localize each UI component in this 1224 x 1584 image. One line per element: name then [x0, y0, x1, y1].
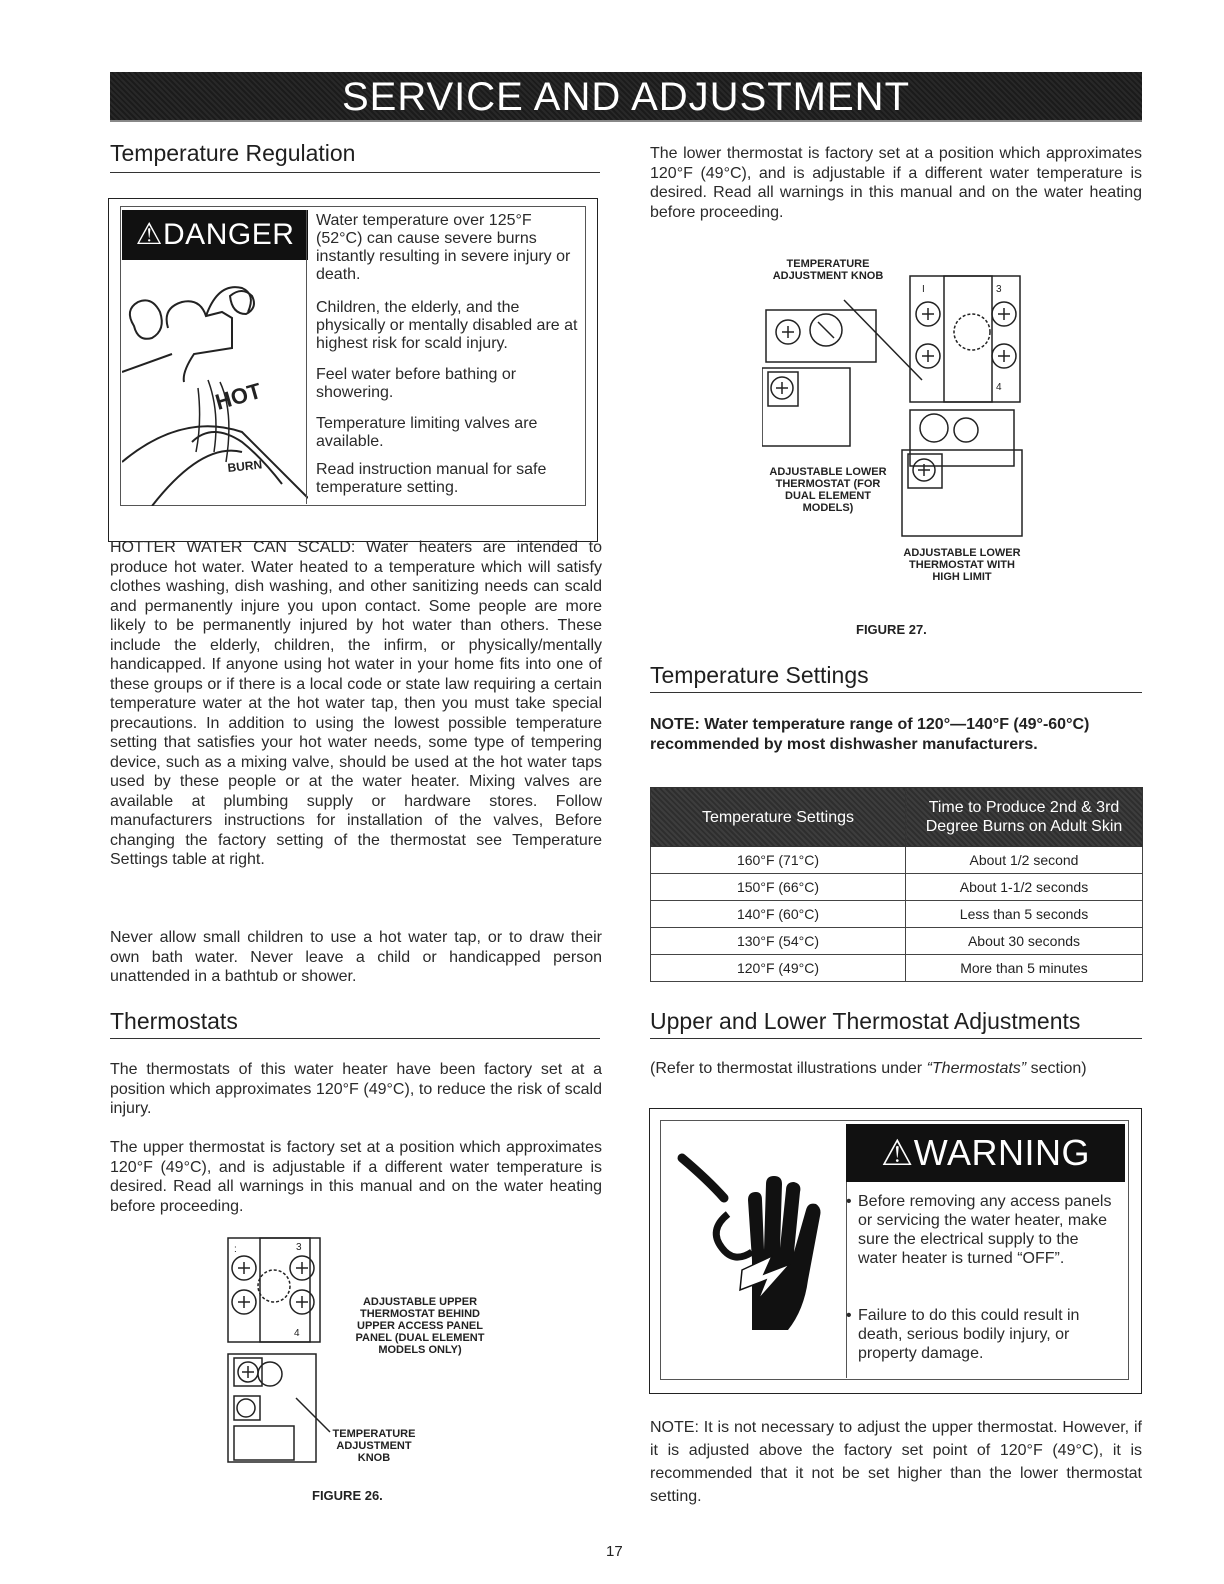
- high-limit-label: ADJUSTABLE LOWER THERMOSTAT WITH HIGH LIMIT: [903, 547, 1021, 583]
- page-banner: [110, 72, 1142, 120]
- temperature-settings-table: [650, 787, 1143, 982]
- table-cell: 160°F (71°C): [651, 847, 906, 874]
- warning-item: [846, 1192, 1114, 1268]
- heading-temperature-regulation: Temperature Regulation: [110, 140, 356, 166]
- burn-image-text: BURN: [226, 457, 263, 475]
- warning-item-text: Before removing any access panels or servicing the water heater, make sure the electrical supply to the water heater is turned “OFF”.: [858, 1193, 1112, 1267]
- knob-label-fig26: TEMPERATURE ADJUSTMENT KNOB: [332, 1428, 416, 1464]
- heading-rule: [110, 172, 600, 173]
- table-header-cell: Time to Produce 2nd & 3rd Degree Burns on Adult Skin: [906, 788, 1143, 847]
- svg-text:3: 3: [296, 1242, 302, 1253]
- bullet-icon: •: [846, 1307, 852, 1324]
- electric-shock-icon: [668, 1140, 838, 1340]
- table-cell: More than 5 minutes: [906, 955, 1143, 982]
- heading-rule: [650, 692, 1142, 693]
- danger-item: Water temperature over 125°F (52°C) can cause severe burns instantly resulting in severe injury or death.: [316, 212, 571, 283]
- danger-item: Temperature limiting valves are available.: [316, 415, 538, 450]
- refer-end: section): [1026, 1060, 1087, 1077]
- table-cell: About 30 seconds: [906, 928, 1143, 955]
- table-cell: 130°F (54°C): [651, 928, 906, 955]
- adjustment-note: NOTE: It is not necessary to adjust the upper thermostat. However, if it is adjusted above the factory set point of 120°F (49°C), it is recommended that it not be set higher than the lower thermostat setting.: [650, 1419, 1142, 1505]
- danger-badge: ⚠DANGER: [122, 210, 308, 260]
- scald-hand-illustration: [122, 262, 308, 506]
- table-cell: 120°F (49°C): [651, 955, 906, 982]
- danger-item: Feel water before bathing or showering.: [316, 366, 517, 401]
- table-header-cell: Temperature Settings: [651, 788, 906, 847]
- danger-item: Read instruction manual for safe temperature setting.: [316, 461, 547, 496]
- figure-27-caption: FIGURE 27.: [856, 622, 927, 637]
- svg-text:4: 4: [996, 382, 1002, 393]
- scald-paragraph: HOTTER WATER CAN SCALD: Water heaters are intended to produce hot water. Water heated to a temperature which will satisfy clothes washing, dish washing, and other sanitizing needs can scald and permanently injure you upon contact. Some people are more likely to be permanently injured by hot water than others. These include the elderly, children, the infirm, or physically/mentally handicapped. If anyone using hot water in your home fits into one of these groups or if there is a local code or state law requiring a certain temperature water at the hot water tap, then you must take special precautions. In addition to using the lowest possible temperature setting that satisfies your hot water needs, some type of tempering device, such as a mixing valve, should be used at the hot water taps used by these people or at the water heater. Mixing valves are available at plumbing supply or hardware stores. Follow manufacturers instructions for installation of the valves, Before changing the factory setting of the thermostat see Temperature Settings table at right.: [110, 539, 602, 868]
- dishwasher-note: NOTE: Water temperature range of 120°—140°F (49°-60°C) recommended by most dishwasher manufacturers.: [650, 716, 1090, 753]
- warning-badge: ⚠WARNING: [846, 1124, 1125, 1182]
- table-header-row: [651, 788, 1143, 847]
- figure-26-caption: FIGURE 26.: [312, 1488, 383, 1503]
- thermostats-paragraph-1: The thermostats of this water heater have been factory set at a position which approximates 120°F (49°C), to reduce the risk of scald injury.: [110, 1061, 602, 1117]
- warning-divider: [846, 1182, 847, 1378]
- svg-text:3: 3: [996, 284, 1002, 295]
- danger-item: Children, the elderly, and the physically or mentally disabled are at highest risk for scald injury.: [316, 299, 578, 352]
- lower-thermostat-paragraph: The lower thermostat is factory set at a position which approximates 120°F (49°C), and is adjustable if a different water temperature is desired. Read all warnings in this manual and on the water heating before proceeding.: [650, 145, 1142, 221]
- svg-text::: :: [234, 1244, 237, 1255]
- thermostats-paragraph-2: The upper thermostat is factory set at a position which approximates 120°F (49°C), and is adjustable if a different water temperature is desired. Read all warnings in this manual and on the water heating before proceeding.: [110, 1139, 602, 1215]
- lower-dual-label: ADJUSTABLE LOWER THERMOSTAT (FOR DUAL ELEMENT MODELS): [769, 466, 887, 514]
- table-row: [651, 928, 1143, 955]
- heading-rule: [650, 1038, 1142, 1039]
- hot-image-text: HOT: [212, 377, 265, 415]
- upper-thermostat-label: ADJUSTABLE UPPER THERMOSTAT BEHIND UPPER ACCESS PANEL PANEL (DUAL ELEMENT MODELS ONLY): [355, 1296, 485, 1356]
- table-cell: About 1/2 second: [906, 847, 1143, 874]
- svg-text:4: 4: [294, 1328, 300, 1339]
- svg-text:I: I: [922, 284, 925, 295]
- refer-line: [650, 1060, 1142, 1078]
- heading-thermostats: Thermostats: [110, 1008, 238, 1034]
- warning-item: [846, 1306, 1114, 1363]
- banner-rule: [110, 120, 1142, 122]
- knob-label-fig27: TEMPERATURE ADJUSTMENT KNOB: [772, 258, 884, 282]
- heading-rule: [110, 1038, 600, 1039]
- table-row: [651, 901, 1143, 928]
- table-row: [651, 847, 1143, 874]
- heading-temperature-settings: Temperature Settings: [650, 662, 869, 688]
- refer-text: (Refer to thermostat illustrations under: [650, 1060, 927, 1077]
- table-row: [651, 874, 1143, 901]
- danger-divider: [306, 210, 307, 504]
- table-cell: Less than 5 seconds: [906, 901, 1143, 928]
- page-number: 17: [606, 1543, 623, 1560]
- heading-thermostat-adjustments: Upper and Lower Thermostat Adjustments: [650, 1008, 1081, 1034]
- table-cell: About 1-1/2 seconds: [906, 874, 1143, 901]
- refer-italic: “Thermostats”: [926, 1060, 1027, 1077]
- warning-item-text: Failure to do this could result in death, serious bodily injury, or property damage.: [858, 1307, 1080, 1362]
- children-paragraph: Never allow small children to use a hot water tap, or to draw their own bath water. Never leave a child or handicapped person unattended in a bathtub or shower.: [110, 929, 602, 985]
- table-row: [651, 955, 1143, 982]
- bullet-icon: •: [846, 1193, 852, 1210]
- banner-title: SERVICE AND ADJUSTMENT: [341, 75, 911, 119]
- table-cell: 150°F (66°C): [651, 874, 906, 901]
- table-cell: 140°F (60°C): [651, 901, 906, 928]
